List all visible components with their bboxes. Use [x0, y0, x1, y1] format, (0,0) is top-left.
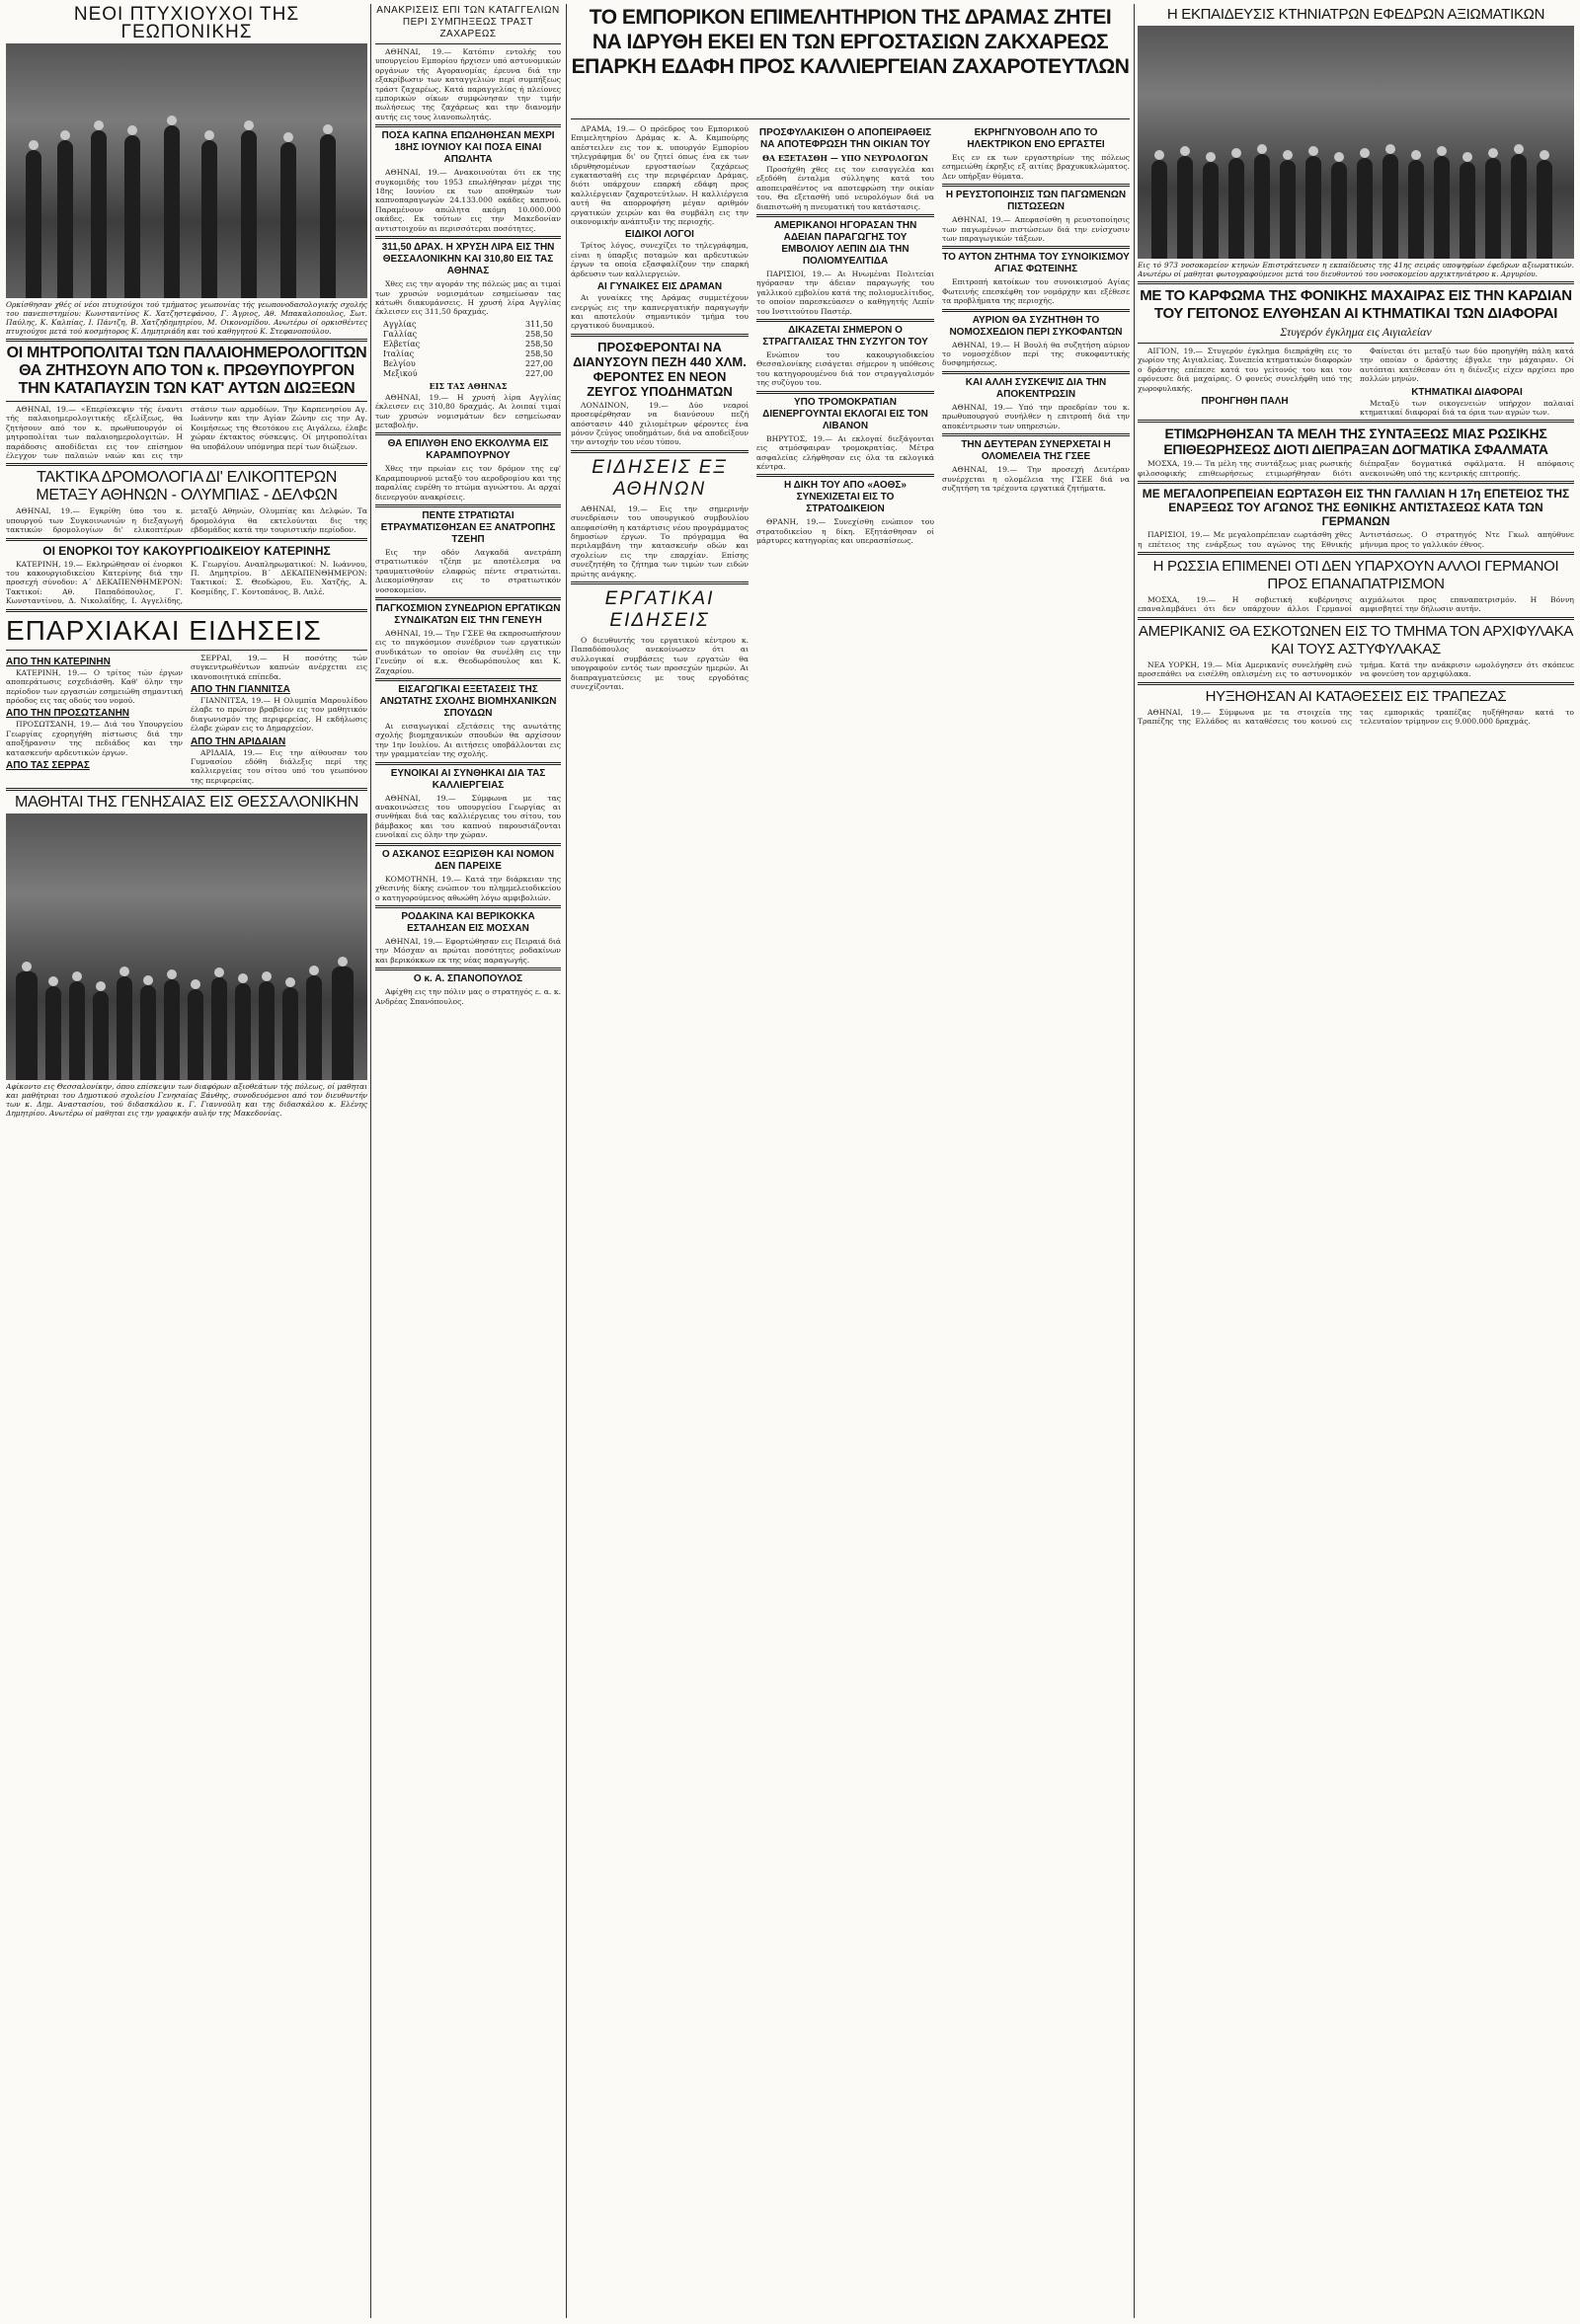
- list-item-text: ΑΡΙΔΑΙΑ, 19.— Εις την αίθουσαν του Γυμνασίου εδόθη διάλεξις περί της καλλιεργείας του σίτου υπό του γεωπόνου της περιφερείας.: [191, 747, 367, 785]
- dateline: ΑΠΟ ΤΗΝ ΚΑΤΕΡΙΝΗΝ: [6, 656, 111, 667]
- article-askanos: ΚΟΜΟΤΗΝΗ, 19.— Κατά την διάρκειαν της χθεσινής δίκης ενώπιον του πλημμελειοδικείου ο κατηγορούμενος αθωώθη λόγω αμφιβολιών.: [375, 874, 561, 902]
- article-military-court: ΘΡΑΝΗ, 19.— Συνεχίσθη ενώπιον του στρατοδικείου η δίκη. Εξητάσθησαν οί μάρτυρες κατηγορίας και υπερασπίσεως.: [756, 517, 934, 546]
- kicker-knife-murder: Στυγερόν έγκλημα εις Αιγιαλείαν: [1280, 325, 1432, 339]
- article-unions-congress: ΑΘΗΝΑΙ, 19.— Την ΓΣΕΕ θα εκπροσωπήσουν εις το παγκόσμιον συνέδριον των εργατικών συνδικάτων το οποίον θα συνέλθη εις την Γενεύην οί κ.κ. Θεοδωρόπουλος και Κ. Ζαχαρίου.: [375, 629, 561, 675]
- dateline: ΑΠΟ ΤΗΝ ΑΡΙΔΑΙΑΝ: [191, 736, 286, 747]
- article-drama: ΔΡΑΜΑ, 19.— Ο πρόεδρος του Εμπορικού Επιμελητηρίου Δράμας κ. Α. Καμπούρης απέστειλεν εις τον κ. υπουργόν Εμπορίου τηλεγράφημα δι' ου ζητεί όπως ένα εκ των ιδρυθησομένων εργοστασίων ζαχάρεως εγκατασταθή εις την περιφέρειαν Δράμας, διότι υπάρχουν επαρκή εδάφη προς καλλιέργειαν ζαχαροτεύτλων. Η καλλιέργεια αυτή θα απορροφήση μέγαν αριθμόν εργατικών χειρών και θα συμβάλη εις την οικονομικήν ανάπτυξιν της περιοχής.: [571, 124, 749, 227]
- headline-helicopters: ΤΑΚΤΙΚΑ ΔΡΟΜΟΛΟΓΙΑ ΔΙ' ΕΛΙΚΟΠΤΕΡΩΝ ΜΕΤΑΞΥ ΑΘΗΝΩΝ - ΟΛΥΜΠΙΑΣ - ΔΕΛΦΩΝ: [36, 469, 338, 504]
- article-knife-murder: ΑΙΓΙΟΝ, 19.— Στυγερόν έγκλημα διεπράχθη εις το χωρίον της Αιγιαλείας. Συνεπεία κτηματικών διαφορών ο δράστης επέπεσε κατά του γείτονός του και τον εφόνευσε διά μαχαίρας. Ο φονεύς συνελήφθη υπό της χωροφυλακής.: [1138, 347, 1352, 393]
- table-row: [383, 349, 553, 359]
- headline-explosion: ΕΚΡΗΓΝΥΟΒΟΛΗ ΑΠΟ ΤΟ ΗΛΕΚΤΡΙΚΟΝ ΕΝΟ ΕΡΓΑΣΤΕΙ: [967, 127, 1105, 150]
- headline-gold-pound: 311,50 ΔΡΑΧ. Η ΧΡΥΣΗ ΛΙΡΑ ΕΙΣ ΤΗΝ ΘΕΣΣΑΛΟΝΙΚΗΝ ΚΑΙ 310,80 ΕΙΣ ΤΑΣ ΑΘΗΝΑΣ: [381, 242, 555, 277]
- banner-drama-line3: ΕΠΑΡΚΗ ΕΔΑΦΗ ΠΡΟΣ ΚΑΛΛΙΕΡΓΕΙΑΝ ΖΑΧΑΡΟΤΕΥΤΛΩΝ: [571, 55, 1130, 78]
- headline-defamation-bill: ΑΥΡΙΟΝ ΘΑ ΣΥΖΗΤΗΘΗ ΤΟ ΝΟΜΟΣΧΕΔΙΟΝ ΠΕΡΙ ΣΥΚΟΦΑΝΤΩΝ: [949, 314, 1123, 338]
- headline-russian-review: ΕΤΙΜΩΡΗΘΗΣΑΝ ΤΑ ΜΕΛΗ ΤΗΣ ΣΥΝΤΑΞΕΩΣ ΜΙΑΣ ΡΩΣΙΚΗΣ ΕΠΙΘΕΩΡΗΣΕΩΣ ΔΙΟΤΙ ΔΙΕΠΡΑΞΑΝ ΔΟΓΜΑΤΙΚΑ ΣΦΑΛΜΑΤΑ: [1163, 426, 1548, 458]
- list-item: [191, 736, 367, 786]
- article-france-resistance: ΠΑΡΙΣΙΟΙ, 19.— Με μεγαλοπρέπειαν εωρτάσθη χθες η επέτειος της ενάρξεως του αγώνος της Εθνικής Αντιστάσεως. Ο στρατηγός Ντε Γκωλ απηύθυνε μήνυμα προς το γαλλικόν έθνος.: [1138, 530, 1574, 549]
- article-agia-foteini: Επιτροπή κατοίκων του συνοικισμού Αγίας Φωτεινής επεσκέφθη τον νομάρχην και εξέθεσε τα προβλήματα της περιοχής.: [942, 277, 1130, 306]
- table-cell-label: Γαλλίας: [383, 329, 418, 339]
- section-labor-news: ΕΡΓΑΤΙΚΑΙ ΕΙΔΗΣΕΙΣ: [604, 588, 715, 631]
- article-american-woman: ΝΕΑ ΥΟΡΚΗ, 19.— Μία Αμερικανίς συνελήφθη ενώ προσεπάθει να εισέλθη οπλισμένη εις το αστυνομικόν τμήμα. Κατά την ανάκρισιν ωμολόγησεν ότι σκόπευε να φονεύση τον αρχιφύλακα.: [1138, 659, 1574, 679]
- subhead-drama-women: ΑΙ ΓΥΝΑΙΚΕΣ ΕΙΣ ΔΡΑΜΑΝ: [596, 281, 723, 293]
- banner-drama-line1: ΤΟ ΕΜΠΟΡΙΚΟΝ ΕΠΙΜΕΛΗΤΗΡΙΟΝ ΤΗΣ ΔΡΑΜΑΣ ΖΗΤΕΙ: [589, 6, 1112, 29]
- headline-vaccine-license: ΑΜΕΡΙΚΑΝΟΙ ΗΓΟΡΑΣΑΝ ΤΗΝ ΑΔΕΙΑΝ ΠΑΡΑΓΩΓΗΣ ΤΟΥ ΕΜΒΟΛΙΟΥ ΛΕΠΙΝ ΔΙΑ ΤΗΝ ΠΟΛΙΟΜΥΕΛΙΤΙΔΑ: [773, 220, 917, 268]
- article-land-disputes: Μεταξύ των οικογενειών υπήρχον παλαιαί κτηματικαί διαφοραί διά τα όρια των αγρών των.: [1360, 398, 1574, 418]
- article-jurors: ΚΑΤΕΡΙΝΗ, 19.— Εκληρώθησαν οί ένορκοι του κακουργιοδικείου Κατερίνης διά την προσεχή σύνοδον: Α΄ ΔΕΚΑΠΕΝΘΗΜΕΡΟΝ: Τακτικοί: Αθ. Παπαδόπουλος, Γ. Κωνσταντίνου, Δ. Νικολαΐδης, Ι. Αγγελίδης, Κ. Γεωργίου. Αναπληρωματικοί: Ν. Ιωάννου, Π. Δημητρίου. Β΄ ΔΕΚΑΠΕΝΘΗΜΕΡΟΝ: Τακτικοί: Σ. Θεοδώρου, Ευ. Χατζής, Α. Κοσμίδης, Γ. Κοντοπάνος, Β. Λαλέ.: [6, 559, 367, 606]
- headline-sugar-trust: ΑΝΑΚΡΙΣΕΙΣ ΕΠΙ ΤΩΝ ΚΑΤΑΓΓΕΛΙΩΝ ΠΕΡΙ ΣΥΜΠΗΞΕΩΣ ΤΡΑΣΤ ΖΑΧΑΡΕΩΣ: [376, 5, 560, 39]
- list-item-text: ΠΡΟΣΩΤΣΑΝΗ, 19.— Διά του Υπουργείου Γεωργίας εχορηγήθη πίστωσις διά την αποξήρανσιν της πεδιάδος και την κατασκευήν αρδευτικών έργων.: [6, 720, 183, 757]
- photo-students: [6, 813, 367, 1080]
- article-defamation-bill: ΑΘΗΝΑΙ, 19.— Η Βουλή θα συζητήση αύριον το νομοσχέδιον περί της συκοφαντικής δυσφημήσεως.: [942, 340, 1130, 368]
- list-item-text: ΣΕΡΡΑΙ, 19.— Η ποσότης τών συγκεντρωθέντων καπνών ανέρχεται εις ικανοποιητικά επίπεδα.: [191, 653, 367, 681]
- article-helicopters: ΑΘΗΝΑΙ, 19.— Εγκρίθη ύπο του κ. υπουργού των Συγκοινωνιών η διεξαγωγή τακτικών δρομολογίων δι' ελικοπτέρων μεταξύ Αθηνών, Ολυμπίας και Δελφών. Τα δρομολόγια θα εκτελούνται δις της εβδομάδος κατά την τουριστικήν περίοδον.: [6, 506, 367, 535]
- gold-rates-table: [383, 320, 553, 379]
- headline-students-thessaloniki: ΜΑΘΗΤΑΙ ΤΗΣ ΓΕΝΗΣΑΙΑΣ ΕΙΣ ΘΕΣΣΑΛΟΝΙΚΗΝ: [15, 794, 358, 812]
- headline-peaches: ΡΟΔΑΚΙΝΑ ΚΑΙ ΒΕΡΙΚΟΚΚΑ ΕΣΤΑΛΗΣΑΝ ΕΙΣ ΜΟΣΧΑΝ: [401, 910, 535, 934]
- dateline: ΑΠΟ ΤΑΣ ΣΕΡΡΑΣ: [6, 759, 90, 771]
- column-divider: [566, 4, 567, 2318]
- subhead-special-reasons: ΕΙΔΙΚΟΙ ΛΟΓΟΙ: [625, 229, 694, 241]
- headline-military-court: Η ΔΙΚΗ ΤΟΥ ΑΠΟ «ΑΟΘΣ» ΣΥΝΕΧΙΖΕΤΑΙ ΕΙΣ ΤΟ ΣΤΡΑΤΟΔΙΚΕΙΟΝ: [784, 480, 907, 515]
- article-walking-440km: ΛΟΝΔΙΝΟΝ, 19.— Δύο νεαροί προσεφέρθησαν να διανύσουν πεζή απόστασιν 440 χιλιομέτρων φέροντες ένα μόνον ζεύγος υποδημάτων, διά να αποδείξουν την αντοχήν του νέου τύπου.: [571, 400, 749, 447]
- article-entrance-exams: Αι εισαγωγικαί εξετάσεις της ανωτάτης σχολής βιομηχανικών σπουδών θα αρχίσουν την 1ην Ιουλίου. Αι αιτήσεις υποβάλλονται εις την γραμματείαν της σχολής.: [375, 722, 561, 759]
- article-lebanon-elections: ΒΗΡΥΤΟΣ, 19.— Αι εκλογαί διεξάγονται εις ατμόσφαιραν τρομοκρατίας. Μέτρα ασφαλείας ελήφθησαν εις όλα τα εκλογικά κέντρα.: [756, 433, 934, 471]
- column-4: [1138, 4, 1574, 2318]
- subhead-land-disputes: ΚΤΗΜΑΤΙΚΑΙ ΔΙΑΦΟΡΑΙ: [1411, 386, 1523, 398]
- column-1: [6, 4, 367, 2318]
- dateline: ΑΠΟ ΤΗΝ ΓΙΑΝΝΙΤΣΑ: [191, 683, 290, 695]
- table-row: [383, 320, 553, 330]
- headline-knife-murder: ΜΕ ΤΟ ΚΑΡΦΩΜΑ ΤΗΣ ΦΟΝΙΚΗΣ ΜΑΧΑΙΡΑΣ ΕΙΣ ΤΗΝ ΚΑΡΔΙΑΝ ΤΟΥ ΓΕΙΤΟΝΟΣ ΕΛΥΘΗΣΑΝ ΑΙ ΚΤΗΜΑΤΙΚΑΙ ΤΩΝ ΔΙΑΦΟΡΑΙ: [1140, 287, 1572, 322]
- headline-askanos: Ο ΑΣΚΑΝΟΣ ΕΞΩΡΙΣΘΗ ΚΑΙ ΝΟΜΟΝ ΔΕΝ ΠΑΡΕΙΧΕ: [381, 848, 555, 872]
- column-3c: [942, 124, 1130, 2318]
- article-suspect-fire: Προσήχθη χθες εις τον εισαγγελέα και εξεδόθη ένταλμα σύλληψης κατά του αποπειραθέντος να αποτεφρώση την οικίαν του. Θα εξετασθή υπό νευρολόγων διά να διαπιστωθή η πνευματική του κατάστασις.: [756, 165, 934, 211]
- headline-veterinarians: Η ΕΚΠΑΙΔΕΥΣΙΣ ΚΤΗΝΙΑΤΡΩΝ ΕΦΕΔΡΩΝ ΑΞΙΩΜΑΤΙΚΩΝ: [1166, 6, 1545, 23]
- headline-cultivation: ΕΥΝΟΙΚΑΙ ΑΙ ΣΥΝΘΗΚΑΙ ΔΙΑ ΤΑΣ ΚΑΛΛΙΕΡΓΕΙΑΣ: [390, 767, 546, 791]
- headline-gsee-plenary: ΤΗΝ ΔΕΥΤΕΡΑΝ ΣΥΝΕΡΧΕΤΑΙ Η ΟΛΟΜΕΛΕΙΑ ΤΗΣ ΓΣΕΕ: [961, 439, 1111, 463]
- list-item: [191, 684, 367, 734]
- article-decentralization: ΑΘΗΝΑΙ, 19.— Υπό την προεδρίαν του κ. πρωθυπουργού συνήλθεν η επιτροπή διά την αποκέντρωσιν των υπηρεσιών.: [942, 402, 1130, 430]
- caption-graduates: Ορκίσθησαν χθές οί νέοι πτυχιούχοι τού τμήματος γεωπονίας τής γεωπονοδασολογικής σχολής του πανεπιστημίου: Κωνσταντίνος Κ. Χατζηστεφάνου, Γ. Άγριος, Αθ. Μπακαλοπουλος, Σωτ. Παύλης, Κ. Καλπίας, Ι. Πάντζη, Β. Χατζηδημητρίου, Μ. Οικονομίδου. Ανωτέρω οί ορκισθέντες πτυχιούχοι μετά τού κοσμήτορος Κ. Δημητριάδη και τού καθηγητού Κ. Στεφανοπούλου.: [6, 300, 367, 336]
- subhead-neurologists: ΘΑ ΕΞΕΤΑΣΘΗ — ΥΠΟ ΝΕΥΡΟΛΟΓΩΝ: [761, 153, 929, 163]
- table-cell-label: Μεξικού: [383, 368, 418, 378]
- headline-metropolitans: ΟΙ ΜΗΤΡΟΠΟΛΙΤΑΙ ΤΩΝ ΠΑΛΑΙΟΗΜΕΡΟΛΟΓΙΤΩΝ ΘΑ ΖΗΤΗΣΟΥΝ ΑΠΟ ΤΟΝ κ. ΠΡΩΘΥΠΟΥΡΓΟΝ ΤΗΝ ΚΑΤΑΠΑΥΣΙΝ ΤΩΝ ΚΑΤ' ΑΥΤΩΝ ΔΙΩΞΕΩΝ: [6, 345, 367, 397]
- table-cell-value: 258,50: [525, 349, 553, 358]
- headline-karabournou: ΘΑ ΕΠΙΛΥΘΗ ΕΝΟ ΕΚΚΟΛΥΜΑ ΕΙΣ ΚΑΡΑΜΠΟΥΡΝΟΥ: [387, 438, 549, 462]
- section-athens-news: ΕΙΔΗΣΕΙΣ ΕΞ ΑΘΗΝΩΝ: [592, 456, 728, 500]
- headline-entrance-exams: ΕΙΣΑΓΩΓΙΚΑΙ ΕΞΕΤΑΣΕΙΣ ΤΗΣ ΑΝΩΤΑΤΗΣ ΣΧΟΛΗΣ ΒΙΟΜΗΧΑΝΙΚΩΝ ΣΠΟΥΔΩΝ: [379, 684, 557, 720]
- article-special-reasons: Τρίτος λόγος, συνεχίζει το τηλεγράφημα, είναι η ύπαρξις ποταμών και αρδευτικών έργων τα οποία εξασφαλίζουν την επαρκή άρδευσιν των καλλιεργειών.: [571, 241, 749, 278]
- article-gold-pound: Χθες εις την αγοράν της πόλεώς μας αι τιμαί των χρυσών νομισμάτων εσημείωσαν τας κάτωθι διακυμάνσεις. Η χρυσή λίρα Αγγλίας έκλεισεν εις 311,50 δραχμάς.: [375, 279, 561, 317]
- caption-students: Αφίκοντο εις Θεσσαλονίκην, όπου επίσκεψιν των διαφόρων αξιοθεάτων τής πόλεως, οί μαθηται και μαθήτριαι του Δημοτικού σχολείου Γενησαίας Ξάνθης, συνοδευόμενοι από τον διευθυντήν των κ. Δημ. Αναστασίου, τού διδασκάλου κ. Γ. Γιαννούλη και της διδασκάλου κ. Ελένης Δημητρίου. Ανωτέρω οί μαθηται εις την γραφικήν αυλήν της Μακεδονίας.: [6, 1082, 367, 1119]
- table-cell-label: Βελγίου: [383, 358, 416, 368]
- column-3b: [756, 124, 934, 2318]
- article-athens-gold: ΑΘΗΝΑΙ, 19.— Η χρυσή λίρα Αγγλίας έκλεισεν εις 310,80 δραχμάς. Αι λοιπαί τιμαί των χρυσών νομισμάτων δεν εσημείωσαν μεταβολήν.: [375, 392, 561, 429]
- list-item-text: ΚΑΤΕΡΙΝΗ, 19.— Ο τρίτος τών έργων αποπεράτωσις εσχεδιάσθη. Καθ' όλην την περίοδον των εργασιών εσημειώθη σημαντική πρόοδος εις τας οδούς του νομού.: [6, 667, 183, 705]
- table-cell-label: Αγγλίας: [383, 319, 417, 329]
- article-bank-deposits: ΑΘΗΝΑΙ, 19.— Σύμφωνα με τα στοιχεία της Τραπέζης της Ελλάδος αι καταθέσεις του κοινού εις τας εμπορικάς τραπέζας ηυξήθησαν κατά το τελευταίον τρίμηνον εις 9.000.000 δραχμάς.: [1138, 707, 1574, 727]
- headline-lebanon-elections: ΥΠΟ ΤΡΟΜΟΚΡΑΤΙΑΝ ΔΙΕΝΕΡΓΟΥΝΤΑΙ ΕΚΛΟΓΑΙ ΕΙΣ ΤΟΝ ΛΙΒΑΝΟΝ: [762, 396, 928, 431]
- article-prior-fight: Φαίνεται ότι μεταξύ των δύο προηγήθη πάλη κατά την οποίαν ο δράστης έβγαλε την μάχαιραν. Οί αυτόπται κατέθεσαν ότι η διένεξις είχεν αρχίσει προ πολλών μηνών.: [1360, 347, 1574, 384]
- article-russian-review: ΜΟΣΧΑ, 19.— Τα μέλη της συντάξεως μιας ρωσικής φιλοσοφικής επιθεωρήσεως ετιμωρήθησαν διότι διέπραξαν δογματικά σφάλματα. Η απόφασις ανεκοινώθη υπό της κεντρικής επιτροπής.: [1138, 459, 1574, 478]
- table-cell-value: 258,50: [525, 339, 553, 349]
- article-sugar-trust: ΑΘΗΝΑΙ, 19.— Κατόπιν εντολής του υπουργείου Εμπορίου ήρχισεν υπό αστυνομικών οργάνων τής Αγορανομίας έρευνα διά την εξακρίβωσιν των καταγγελιών περί συμπήξεως τράστ ζαχαρέως. Κατά παραγγελίας ή πλείονες εμπορικών οίκων συμφώνησαν την τιμήν πωλήσεως της ζαχάρεως και την διανομήν αυτής εις τους λιανοπωλητάς.: [375, 47, 561, 121]
- article-karabournou: Χθες την πρωίαν εις τον δρόμον της εφ' Καραμπουρνού μεταξύ του αεροδρομίου και της παραλίας ευρέθη το πτώμα αγνώστου. Αι αρχαί διενεργούν ανακρίσεις.: [375, 464, 561, 502]
- list-item: [6, 708, 183, 757]
- article-athens-news: ΑΘΗΝΑΙ, 19.— Εις την σημερινήν συνεδρίασιν του υπουργικού συμβουλίου απεφασίσθη η κατάρτισις νέου προγράμματος δημοσίων έργων. Το πρόγραμμα θα περιλαμβάνη την κατασκευήν οδών και σχολείων εις την επαρχίαν. Επίσης συνεζητήθη το ζήτημα των τιμών των ειδών πρώτης ανάγκης.: [571, 504, 749, 579]
- headline-frozen-credits: Η ΡΕΥΣΤΟΠΟΙΗΣΙΣ ΤΩΝ ΠΑΓΩΜΕΝΩΝ ΠΙΣΤΩΣΕΩΝ: [945, 190, 1127, 213]
- subhead-prior-fight: ΠΡΟΗΓΗΘΗ ΠΑΛΗ: [1201, 396, 1289, 408]
- table-cell-value: 227,00: [525, 358, 553, 368]
- headline-soldiers-injured: ΠΕΝΤΕ ΣΤΡΑΤΙΩΤΑΙ ΕΤΡΑΥΜΑΤΙΣΘΗΣΑΝ ΕΞ ΑΝΑΤΡΟΠΗΣ ΤΖΕΗΠ: [380, 509, 556, 545]
- article-peaches: ΑΘΗΝΑΙ, 19.— Εφορτώθησαν εις Πειραιά διά την Μόσχαν αι πρώται ποσότητες ροδακίνων και βερικόκκων εκ της νέας παραγωγής.: [375, 936, 561, 965]
- column-divider: [1134, 4, 1135, 2318]
- table-cell-value: 311,50: [525, 319, 553, 329]
- article-vaccine-license: ΠΑΡΙΣΙΟΙ, 19.— Αι Ηνωμέναι Πολιτείαι ηγόρασαν την άδειαν παραγωγής του γαλλικού εμβολίου κατά της πολιομυελίτιδος, το οποίον παρεσκεύασεν ο καθηγητής Λεπίν του Ινστιτούτου Παστέρ.: [756, 270, 934, 316]
- section-provincial-news: ΕΠΑΡΧΙΑΚΑΙ ΕΙΔΗΣΕΙΣ: [6, 614, 322, 646]
- article-russia-germans: ΜΟΣΧΑ, 19.— Η σοβιετική κυβέρνησις επαναλαμβάνει ότι δεν υπάρχουν άλλοι Γερμανοί αιχμάλωτοι προς επαναπατρισμόν. Η Βόννη αμφισβητεί την δήλωσιν αυτήν.: [1138, 595, 1574, 614]
- table-row: [383, 340, 553, 349]
- column-3a: [571, 124, 749, 2318]
- column-3: [571, 4, 1130, 2318]
- list-item-text: ΓΙΑΝΝΙΤΣΑ, 19.— Η Ολυμπία Μαρουλίδου έλαβε το πρώτον βραβείον εις τον μαθητικόν διαγωνισμόν της περιφερείας. Η εκδήλωσις έλαβε χώραν εις το Δημαρχείον.: [191, 695, 367, 734]
- column-divider: [370, 4, 371, 2318]
- table-cell-value: 227,00: [525, 368, 553, 378]
- article-explosion: Εις εν εκ των εργαστηρίων της πόλεως εσημειώθη έκρηξις εξ αιτίας βραχυκυκλώματος. Δεν υπήρξαν θύματα.: [942, 153, 1130, 181]
- table-cell-label: Ελβετίας: [383, 339, 421, 349]
- article-strangler-trial: Ενώπιον του κακουργιοδικείου Θεσσαλονίκης εισάγεται σήμερον η υπόθεσις του κατηγορουμένου διά τον στραγγαλισμόν της συζύγου του.: [756, 350, 934, 388]
- subhead-athens: ΕΙΣ ΤΑΣ ΑΘΗΝΑΣ: [429, 380, 508, 391]
- article-gsee-plenary: ΑΘΗΝΑΙ, 19.— Την προσεχή Δευτέραν συνέρχεται η ολομέλεια της ΓΣΕΕ διά να συζητήση τα τρέχοντα εργατικά ζητήματα.: [942, 465, 1130, 493]
- column-2: [375, 4, 561, 2318]
- headline-spanopoulos: Ο κ. Α. ΣΠΑΝΟΠΟΥΛΟΣ: [413, 973, 523, 985]
- list-item: [6, 657, 183, 706]
- headline-decentralization: ΚΑΙ ΑΛΛΗ ΣΥΣΚΕΨΙΣ ΔΙΑ ΤΗΝ ΑΠΟΚΕΝΤΡΩΣΙΝ: [965, 376, 1107, 400]
- dateline: ΑΠΟ ΤΗΝ ΠΡΟΣΩΤΣΑΝΗΝ: [6, 708, 130, 720]
- article-labor-news: Ο διευθυντής του εργατικού κέντρου κ. Παπαδόπουλος ανεκοίνωσεν ότι αι συλλογικαί συμβάσεις των εργατών θα υπογραφούν εντός των προσεχών ημερών. Αι διαπραγματεύσεις με τους εργοδότας συνεχίζονται.: [571, 636, 749, 692]
- caption-veterinarians: Εις τό 973 νοσοκομείον κτηνών Επιστράτευσεν η εκπαίδευσις της 41ης σειράς υποψηφίων έφεδρων αξιωματικών. Ανωτέρω οί μαθηται φωτογραφούμενοι μετά του διευθυντού του νοσοκομείου αρχικτηνιάτρου κ. Αργυρίου.: [1138, 261, 1574, 278]
- photo-veterinarians: [1138, 26, 1574, 259]
- article-metropolitans: ΑΘΗΝΑΙ, 19.— «Επερίσκεψιν τής έναντι τής παλαιοημερολογιτικής εξελίξεως, θα ζητήσουν από τον κ. πρωθυπουργόν οί μητροπολίται των παλαιοημερολογιτών. Η παράδοσις αποδίδεται εις τον επίσημον έλεγχον των παλαιών ναών και εις την στάσιν των αρμοδίων. Την Καρπενησίου Αγ. Ιωάννην και την Αγίαν Ζώνην εις την Αγ. Κοιμήσεως της Θεοτόκου εις Αιγάλεω, έλαβε χώραν έκτακτος σύσκεψις. Οί μητροπολίται θα υποβάλουν υπόμνημα περί των διώξεων.: [6, 405, 367, 461]
- article-cultivation: ΑΘΗΝΑΙ, 19.— Σύμφωνα με τας ανακοινώσεις του υπουργείου Γεωργίας αι συνθήκαι διά τας καλλιέργειας του σίτου, του βάμβακος και του καπνού παρουσιάζονται ευνοϊκαί εις όλην την χώραν.: [375, 793, 561, 840]
- headline-graduates: ΝΕΟΙ ΠΤΥΧΙΟΥΧΟΙ ΤΗΣ ΓΕΩΠΟΝΙΚΗΣ: [73, 4, 300, 42]
- headline-strangler-trial: ΔΙΚΑΖΕΤΑΙ ΣΗΜΕΡΟΝ Ο ΣΤΡΑΓΓΑΛΙΣΑΣ ΤΗΝ ΣΥΖΥΓΟΝ ΤΟΥ: [762, 325, 928, 349]
- provincial-news-list: [6, 654, 367, 785]
- table-cell-value: 258,50: [525, 329, 553, 339]
- article-tobacco-sales: ΑΘΗΝΑΙ, 19.— Ανακοινούται ότι εκ της συγκομιδής του 1953 επωλήθησαν μέχρι της 18ης Ιουνίου εκ των αποθηκών των καπνοπαραγωγών 24.133.000 οκάδες καπνού. Παραμένουν απώλητα ακόμη 10.000.000 οκάδες. Εκ τούτων εις την Μακεδονίαν αντιστοιχούν αι περισσότεραι ποσότητες.: [375, 168, 561, 233]
- table-row: [383, 330, 553, 340]
- headline-walking-440km: ΠΡΟΣΦΕΡΟΝΤΑΙ ΝΑ ΔΙΑΝΥΣΟΥΝ ΠΕΖΗ 440 ΧΛΜ. ΦΕΡΟΝΤΕΣ ΕΝ ΝΕΟΝ ΖΕΥΓΟΣ ΥΠΟΔΗΜΑΤΩΝ: [573, 339, 747, 399]
- headline-agia-foteini: ΤΟ ΑΥΤΟΝ ΖΗΤΗΜΑ ΤΟΥ ΣΥΝΟΙΚΙΣΜΟΥ ΑΓΙΑΣ ΦΩΤΕΙΝΗΣ: [942, 252, 1130, 275]
- article-drama-women: Αι γυναίκες της Δράμας συμμετέχουν ενεργώς εις την καπνεργατικήν παραγωγήν και αποτελούν σημαντικόν τμήμα του εργατικού δυναμικού.: [571, 293, 749, 331]
- headline-suspect-fire: ΠΡΟΣΦΥΛΑΚΙΣΘΗ Ο ΑΠΟΠΕΙΡΑΘΕΙΣ ΝΑ ΑΠΟΤΕΦΡΩΣΗ ΤΗΝ ΟΙΚΙΑΝ ΤΟΥ: [758, 127, 932, 150]
- headline-france-resistance: ΜΕ ΜΕΓΑΛΟΠΡΕΠΕΙΑΝ ΕΩΡΤΑΣΘΗ ΕΙΣ ΤΗΝ ΓΑΛΛΙΑΝ Η 17η ΕΠΕΤΕΙΟΣ ΤΗΣ ΕΝΑΡΞΕΩΣ ΤΟΥ ΑΓΩΝΟΣ ΤΗΣ ΕΘΝΙΚΗΣ ΑΝΤΙΣΤΑΣΕΩΣ ΚΑΤΑ ΤΩΝ ΓΕΡΜΑΝΩΝ: [1142, 487, 1570, 529]
- headline-american-woman: ΑΜΕΡΙΚΑΝΙΣ ΘΑ ΕΣΚΟΤΩΝΕΝ ΕΙΣ ΤΟ ΤΜΗΜΑ ΤΟΝ ΑΡΧΙΦΥΛΑΚΑ ΚΑΙ ΤΟΥΣ ΑΣΤΥΦΥΛΑΚΑΣ: [1138, 622, 1574, 658]
- table-cell-label: Ιταλίας: [383, 349, 415, 358]
- headline-unions-congress: ΠΑΓΚΟΣΜΙΟΝ ΣΥΝΕΔΡΙΟΝ ΕΡΓΑΤΙΚΩΝ ΣΥΝΔΙΚΑΤΩΝ ΕΙΣ ΤΗΝ ΓΕΝΕΥΗ: [375, 603, 561, 626]
- headline-russia-germans: Η ΡΩΣΣΙΑ ΕΠΙΜΕΝΕΙ ΟΤΙ ΔΕΝ ΥΠΑΡΧΟΥΝ ΑΛΛΟΙ ΓΕΡΜΑΝΟΙ ΠΡΟΣ ΕΠΑΝΑΠΑΤΡΙΣΜΟΝ: [1152, 558, 1559, 593]
- banner-drama-line2: ΝΑ ΙΔΡΥΘΗ ΕΚΕΙ ΕΝ ΤΩΝ ΕΡΓΟΣΤΑΣΙΩΝ ΖΑΚΧΑΡΕΩΣ: [592, 31, 1109, 53]
- headline-jurors: ΟΙ ΕΝΟΡΚΟΙ ΤΟΥ ΚΑΚΟΥΡΓΙΟΔΙΚΕΙΟΥ ΚΑΤΕΡΙΝΗΣ: [42, 543, 331, 558]
- headline-bank-deposits: ΗΥΞΗΘΗΣΑΝ ΑΙ ΚΑΤΑΘΕΣΕΙΣ ΕΙΣ ΤΡΑΠΕΖΑΣ: [1205, 687, 1507, 705]
- article-spanopoulos: Αφίχθη εις την πόλιν μας ο στρατηγός ε. α. κ. Ανδρέας Σπανόπουλος.: [375, 987, 561, 1006]
- table-row: [383, 369, 553, 379]
- article-frozen-credits: ΑΘΗΝΑΙ, 19.— Απεφασίσθη η ρευστοποίησις των παγωμένων πιστώσεων διά την ενίσχυσιν των παραγωγικών τάξεων.: [942, 215, 1130, 244]
- headline-tobacco-sales: ΠΟΣΑ ΚΑΠΝΑ ΕΠΩΛΗΘΗΣΑΝ ΜΕΧΡΙ 18ΗΣ ΙΟΥΝΙΟΥ ΚΑΙ ΠΟΣΑ ΕΙΝΑΙ ΑΠΩΛΗΤΑ: [381, 130, 555, 166]
- photo-graduates: [6, 43, 367, 298]
- table-row: [383, 359, 553, 369]
- article-soldiers-injured: Εις την οδόν Λαγκαδά ανετράπη στρατιωτικόν τζέηπ με αποτέλεσμα να τραυματισθούν ελαφρώς πέντε στρατιώται. Διεκομίσθησαν εις το στρατιωτικόν νοσοκομείον.: [375, 547, 561, 594]
- article-knife-murder-block: [1138, 347, 1574, 417]
